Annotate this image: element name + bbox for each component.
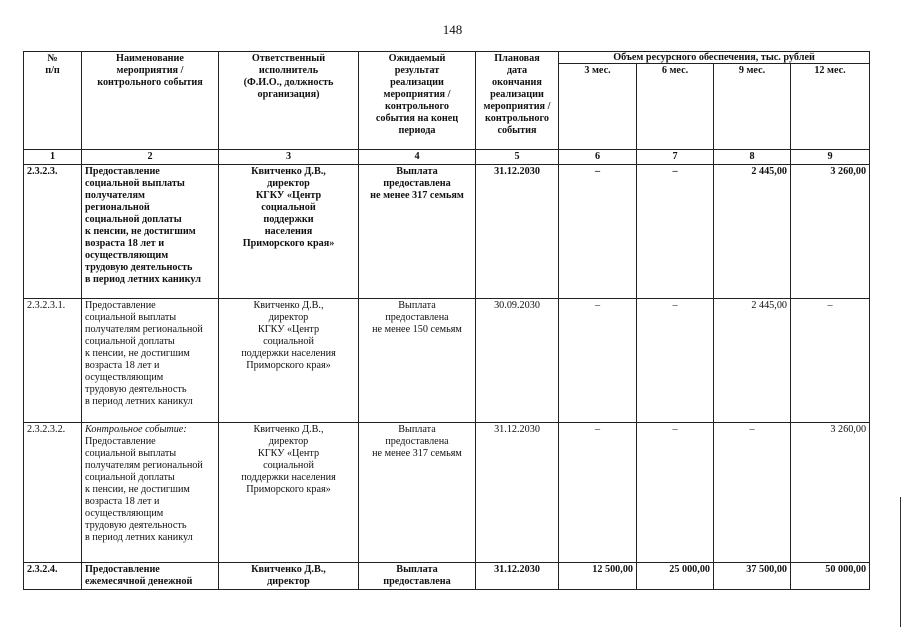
column-number: 4 — [359, 150, 476, 165]
row-date: 30.09.2030 — [476, 299, 559, 423]
row-responsible: Квитченко Д.В., директор КГКУ «Центр социальной поддержки населения Приморского края» — [219, 423, 359, 563]
row-m9: 37 500,00 — [714, 563, 791, 590]
row-m3: – — [559, 423, 637, 563]
header-responsible: Ответственный исполнитель (Ф.И.О., должность организация) — [219, 52, 359, 150]
column-number: 8 — [714, 150, 791, 165]
row-date: 31.12.2030 — [476, 423, 559, 563]
row-m6: – — [637, 423, 714, 563]
row-m9: 2 445,00 — [714, 299, 791, 423]
row-m3: – — [559, 165, 637, 299]
row-num: 2.3.2.4. — [24, 563, 82, 590]
row-m12: 50 000,00 — [791, 563, 870, 590]
column-number: 9 — [791, 150, 870, 165]
row-expected: Выплата предоставлена не менее 317 семьям — [359, 423, 476, 563]
row-expected: Выплата предоставлена не менее 317 семьям — [359, 165, 476, 299]
header-m12: 12 мес. — [791, 64, 870, 150]
row-name-cell — [82, 423, 219, 563]
row-responsible: Квитченко Д.В., директор КГКУ «Центр социальной поддержки населения Приморского края» — [219, 165, 359, 299]
header-resources: Объем ресурсного обеспечения, тыс. рублей — [559, 52, 870, 64]
page-number: 148 — [442, 22, 463, 37]
column-number-row — [24, 150, 870, 165]
table-row — [24, 299, 870, 423]
table-row — [24, 563, 870, 590]
scan-edge-line — [900, 497, 901, 627]
row-name: Предоставление социальной выплаты получателям региональной социальной доплаты к пенсии, не достигшим возраста 18 лет и осуществляющим трудовую деятельность в период летних каникул — [82, 165, 219, 299]
row-m9: – — [714, 423, 791, 563]
column-number: 2 — [82, 150, 219, 165]
table-row — [24, 423, 870, 563]
row-m6: – — [637, 165, 714, 299]
row-m12: 3 260,00 — [791, 165, 870, 299]
header-row-1 — [24, 52, 870, 64]
resource-table — [23, 51, 870, 590]
row-num: 2.3.2.3. — [24, 165, 82, 299]
row-expected: Выплата предоставлена не менее 150 семьям — [359, 299, 476, 423]
header-num: № п/п — [24, 52, 82, 150]
row-name: Предоставление социальной выплаты получателям региональной социальной доплаты к пенсии, не достигшим возраста 18 лет и осуществляющим трудовую деятельность в период летних каникул — [85, 436, 203, 543]
row-responsible: Квитченко Д.В., директор — [219, 563, 359, 590]
row-name: Предоставление социальной выплаты получателям региональной социальной доплаты к пенсии, не достигшим возраста 18 лет и осуществляющим трудовую деятельность в период летних каникул — [82, 299, 219, 423]
row-responsible: Квитченко Д.В., директор КГКУ «Центр социальной поддержки населения Приморского края» — [219, 299, 359, 423]
column-number: 1 — [24, 150, 82, 165]
header-expected: Ожидаемый результат реализации мероприятия / контрольного события на конец периода — [359, 52, 476, 150]
header-m9: 9 мес. — [714, 64, 791, 150]
control-event-label: Контрольное событие: — [85, 424, 187, 435]
column-number: 6 — [559, 150, 637, 165]
column-number: 3 — [219, 150, 359, 165]
row-m12: – — [791, 299, 870, 423]
row-num: 2.3.2.3.1. — [24, 299, 82, 423]
header-m6: 6 мес. — [637, 64, 714, 150]
row-date: 31.12.2030 — [476, 165, 559, 299]
row-m3: – — [559, 299, 637, 423]
column-number: 7 — [637, 150, 714, 165]
row-num: 2.3.2.3.2. — [24, 423, 82, 563]
table-row — [24, 165, 870, 299]
column-number: 5 — [476, 150, 559, 165]
header-date: Плановая дата окончания реализации мероприятия / контрольного события — [476, 52, 559, 150]
row-date: 31.12.2030 — [476, 563, 559, 590]
row-name: Предоставление ежемесячной денежной — [82, 563, 219, 590]
header-m3: 3 мес. — [559, 64, 637, 150]
row-m6: – — [637, 299, 714, 423]
row-m6: 25 000,00 — [637, 563, 714, 590]
row-m9: 2 445,00 — [714, 165, 791, 299]
header-name: Наименование мероприятия / контрольного события — [82, 52, 219, 150]
row-m3: 12 500,00 — [559, 563, 637, 590]
row-m12: 3 260,00 — [791, 423, 870, 563]
row-expected: Выплата предоставлена — [359, 563, 476, 590]
